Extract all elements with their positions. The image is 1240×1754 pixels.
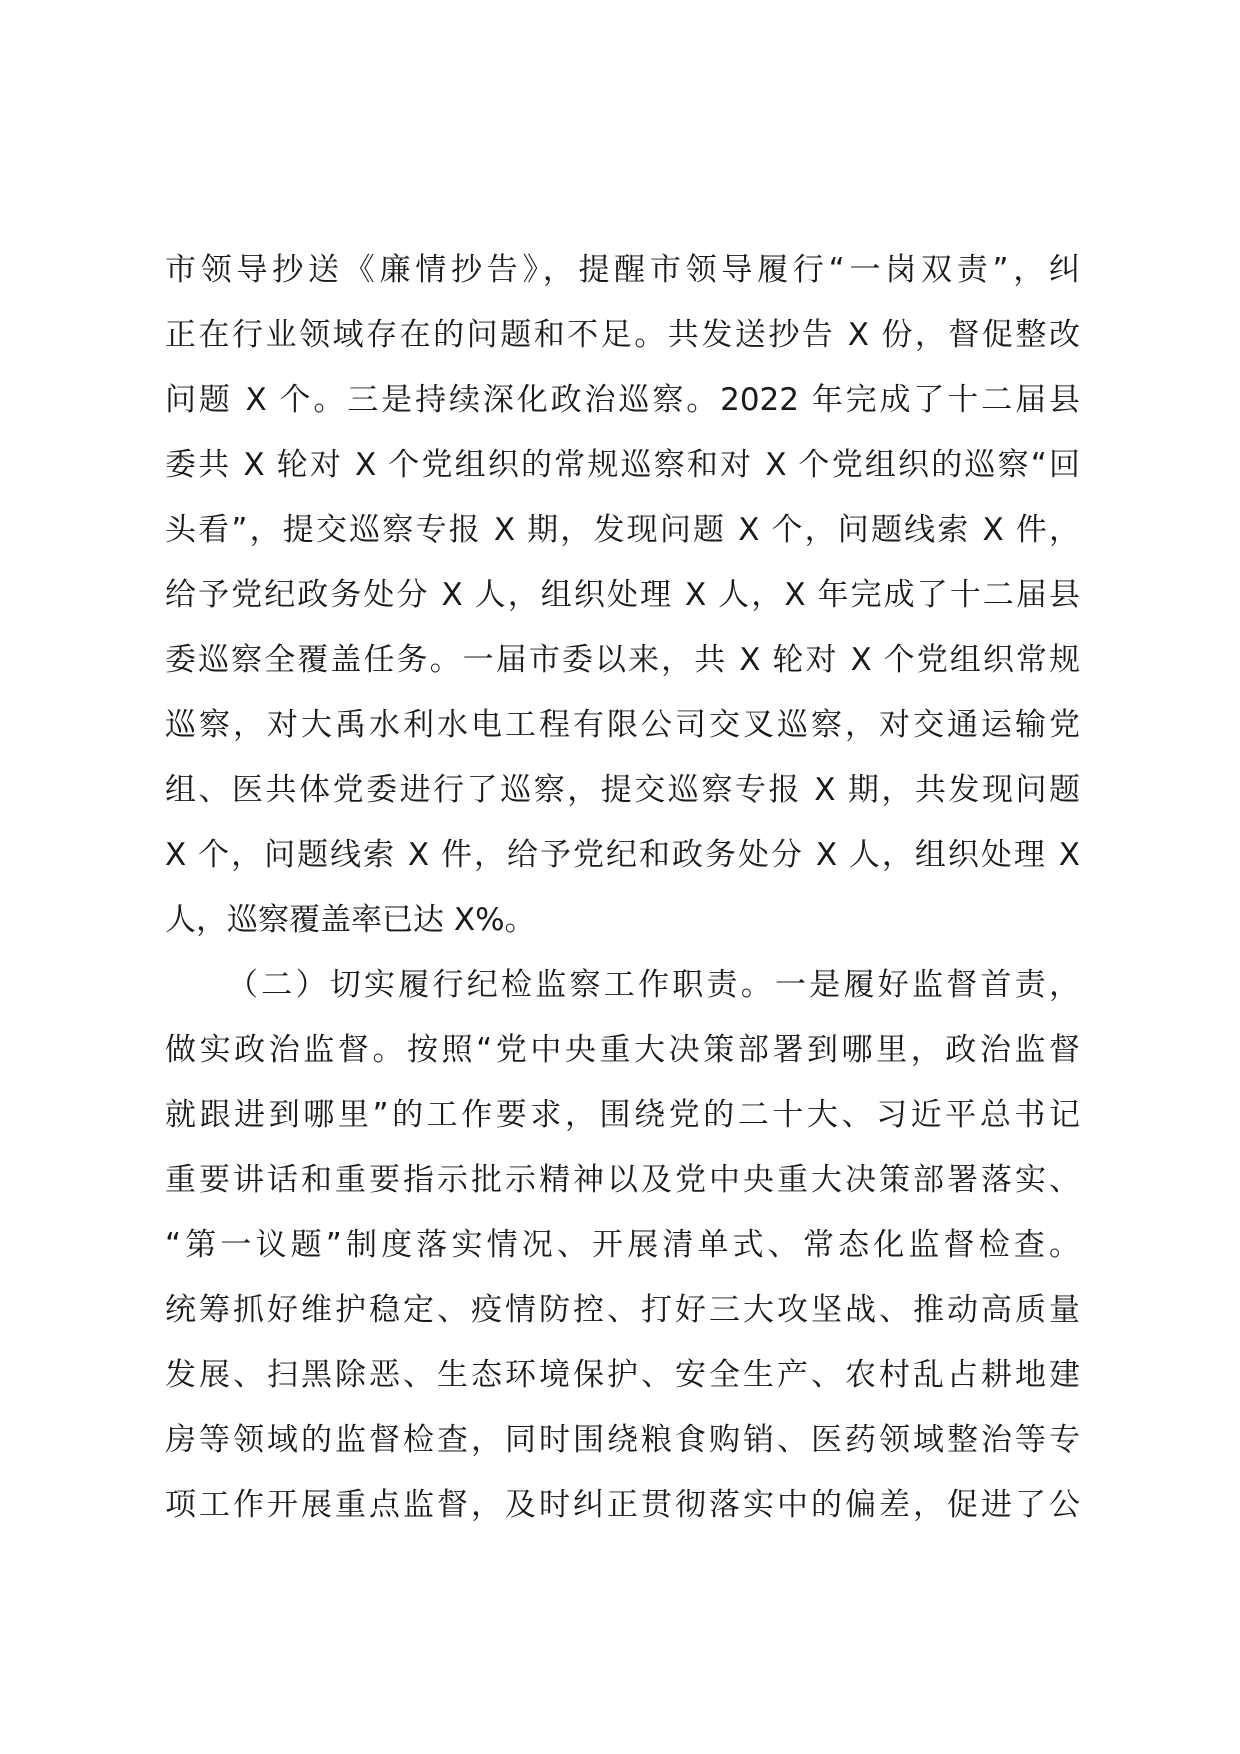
text-line: 市领导抄送《廉情抄告》，提醒市领导履行“一岗双责”，纠 — [165, 252, 1080, 288]
text-line: 做实政治监督。按照“党中央重大决策部署到哪里，政治监督 — [165, 1032, 1080, 1068]
text-line: X 个，问题线索 X 件，给予党纪和政务处分 X 人，组织处理 X — [165, 837, 1080, 873]
text-line: 重要讲话和重要指示批示精神以及党中央重大决策部署落实、 — [165, 1162, 1080, 1198]
text-line: 组、医共体党委进行了巡察，提交巡察专报 X 期，共发现问题 — [165, 772, 1080, 808]
text-line: 巡察，对大禹水利水电工程有限公司交叉巡察，对交通运输党 — [165, 707, 1080, 743]
text-line: 正在行业领域存在的问题和不足。共发送抄告 X 份，督促整改 — [165, 317, 1080, 353]
section-heading-line: （二）切实履行纪检监察工作职责。一是履好监督首责， — [227, 967, 1080, 1003]
text-line: 统筹抓好维护稳定、疫情防控、打好三大攻坚战、推动高质量 — [165, 1292, 1080, 1328]
text-line: 就跟进到哪里”的工作要求，围绕党的二十大、习近平总书记 — [165, 1097, 1080, 1133]
text-line: 给予党纪政务处分 X 人，组织处理 X 人，X 年完成了十二届县 — [165, 577, 1080, 613]
text-line: 发展、扫黑除恶、生态环境保护、安全生产、农村乱占耕地建 — [165, 1357, 1080, 1393]
text-line: 问题 X 个。三是持续深化政治巡察。2022 年完成了十二届县 — [165, 382, 1080, 418]
paragraph-last-line: 人，巡察覆盖率已达 X%。 — [165, 902, 536, 938]
text-line: 房等领域的监督检查，同时围绕粮食购销、医药领域整治等专 — [165, 1422, 1080, 1458]
body-text — [165, 238, 1080, 1538]
text-line: “第一议题”制度落实情况、开展清单式、常态化监督检查。 — [165, 1227, 1080, 1263]
text-line: 头看”，提交巡察专报 X 期，发现问题 X 个，问题线索 X 件， — [165, 512, 1080, 548]
text-line: 项工作开展重点监督，及时纠正贯彻落实中的偏差，促进了公 — [165, 1487, 1080, 1523]
text-line: 委巡察全覆盖任务。一届市委以来，共 X 轮对 X 个党组织常规 — [165, 642, 1080, 678]
text-line: 委共 X 轮对 X 个党组织的常规巡察和对 X 个党组织的巡察“回 — [165, 447, 1080, 483]
